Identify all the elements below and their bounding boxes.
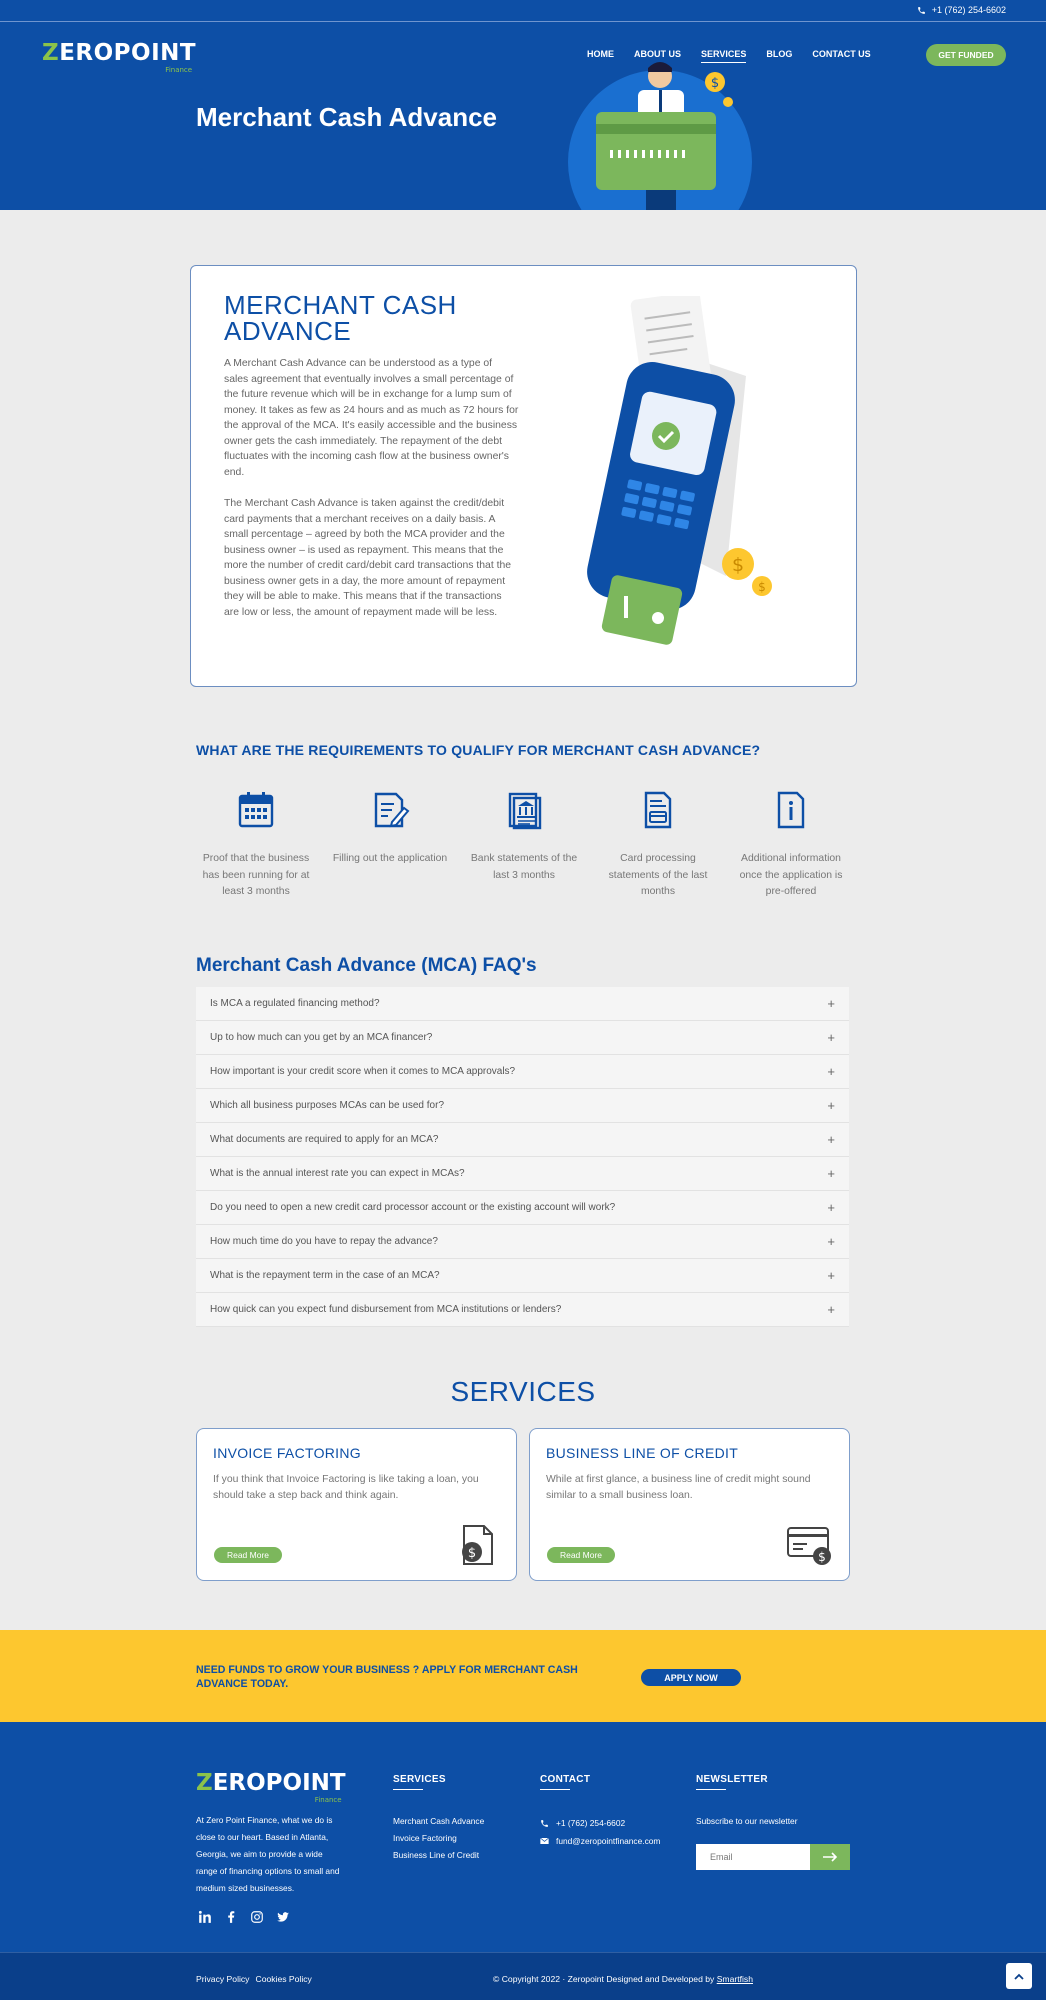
faq-item[interactable] <box>196 1259 849 1293</box>
expand-plus-icon: + <box>827 1132 835 1147</box>
service-card-invoice-factoring <box>196 1428 517 1581</box>
hero-illustration <box>560 62 760 210</box>
newsletter-text: Subscribe to our newsletter <box>696 1816 798 1826</box>
footer-bottom-bar <box>0 1952 1046 2000</box>
service-title: BUSINESS LINE OF CREDIT <box>546 1445 739 1461</box>
top-bar <box>0 0 1046 22</box>
privacy-policy-link[interactable]: Privacy Policy <box>196 1974 250 1984</box>
logo-text: EROPOINT <box>59 40 197 66</box>
nav-services[interactable]: SERVICES <box>701 49 746 63</box>
faq-accordion <box>196 987 849 1327</box>
main-nav <box>587 49 871 63</box>
heading-underline <box>696 1789 726 1790</box>
requirement-item <box>731 790 851 901</box>
footer-newsletter-heading: NEWSLETTER <box>696 1774 768 1785</box>
faq-item[interactable] <box>196 1021 849 1055</box>
expand-plus-icon: + <box>827 1166 835 1181</box>
faq-item[interactable] <box>196 1225 849 1259</box>
services-heading: SERVICES <box>450 1376 596 1407</box>
faq-item[interactable] <box>196 1293 849 1327</box>
faq-question: How much time do you have to repay the advance? <box>210 1236 438 1247</box>
cta-text: NEED FUNDS TO GROW YOUR BUSINESS ? APPLY FOR MERCHANT CASH ADVANCE TODAY. <box>196 1664 578 1690</box>
requirement-label: Card processing statements of the last months <box>608 853 708 897</box>
credit-card-dollar-icon <box>787 1522 833 1568</box>
requirement-item <box>196 790 316 901</box>
expand-plus-icon: + <box>827 1098 835 1113</box>
invoice-dollar-icon <box>454 1522 500 1568</box>
mca-heading: MERCHANT CASH ADVANCE <box>224 290 457 346</box>
expand-plus-icon: + <box>827 1200 835 1215</box>
bank-statement-icon <box>504 790 544 830</box>
hero-header <box>0 22 1046 210</box>
faq-question: How important is your credit score when it comes to MCA approvals? <box>210 1066 516 1077</box>
footer-link-merchant-cash-advance[interactable]: Merchant Cash Advance <box>393 1816 485 1826</box>
cookies-policy-link[interactable]: Cookies Policy <box>255 1974 312 1984</box>
get-funded-button[interactable]: GET FUNDED <box>926 44 1006 66</box>
svg-text:$: $ <box>818 1550 826 1564</box>
svg-text:$: $ <box>467 1546 477 1561</box>
svg-text:$: $ <box>731 554 745 576</box>
requirement-label: Filling out the application <box>332 853 448 864</box>
legal-links <box>196 1974 312 1984</box>
card-terminal-illustration <box>566 296 786 656</box>
faq-item[interactable] <box>196 1089 849 1123</box>
svg-text:$: $ <box>758 580 766 594</box>
site-logo[interactable] <box>42 40 197 74</box>
logo-text: EROPOINT <box>212 1770 346 1796</box>
footer-logo[interactable] <box>196 1770 346 1804</box>
logo-subtext: Finance <box>314 1796 342 1804</box>
nav-contact-us[interactable]: CONTACT US <box>812 49 871 59</box>
nav-about-us[interactable]: ABOUT US <box>634 49 681 59</box>
faq-question: Is MCA a regulated financing method? <box>210 998 380 1009</box>
nav-home[interactable]: HOME <box>587 49 614 59</box>
footer-email-text: fund@zeropointfinance.com <box>556 1836 661 1846</box>
footer-services-heading: SERVICES <box>393 1774 446 1785</box>
mca-paragraph-2: The Merchant Cash Advance is taken against the credit/debit card payments that a merchant receives on a daily basis. A small percentage – agreed by both the MCA provider and the business owner – is used as repayment. This means that the more the number of credit card/debit card transactions that the business owner gets in a day, the more amount of repayment they will be able to make. This means that if the transactions are low or less, the amount of repayment made will be less. <box>224 498 512 618</box>
requirement-item <box>598 790 718 901</box>
developer-link[interactable]: Smartfish <box>716 1974 753 1984</box>
read-more-button[interactable]: Read More <box>214 1547 282 1563</box>
form-edit-icon <box>370 790 410 830</box>
expand-plus-icon: + <box>827 996 835 1011</box>
chevron-up-icon <box>1014 1973 1024 1980</box>
faq-item[interactable] <box>196 1123 849 1157</box>
faq-question: Up to how much can you get by an MCA financer? <box>210 1032 433 1043</box>
expand-plus-icon: + <box>827 1234 835 1249</box>
nav-blog[interactable]: BLOG <box>766 49 793 59</box>
faq-item[interactable] <box>196 1157 849 1191</box>
expand-plus-icon: + <box>827 1302 835 1317</box>
service-card-business-line-of-credit <box>529 1428 850 1581</box>
requirements-heading: WHAT ARE THE REQUIREMENTS TO QUALIFY FOR MERCHANT CASH ADVANCE? <box>196 742 761 758</box>
mca-intro-card <box>190 265 857 687</box>
requirement-label: Proof that the business has been running for at least 3 months <box>202 853 310 897</box>
phone-icon <box>540 1819 549 1828</box>
service-description: While at first glance, a business line of credit might sound similar to a small business loan. <box>546 1474 811 1501</box>
copyright-text: © Copyright 2022 · Zeropoint Designed and Developed by <box>493 1974 715 1984</box>
social-links <box>198 1910 290 1924</box>
faq-question: Do you need to open a new credit card processor account or the existing account will work? <box>210 1202 616 1213</box>
mca-paragraph-1: A Merchant Cash Advance can be understood as a type of sales agreement that eventually involves a small percentage of the future revenue which will be in exchange for a lump sum of money. It takes as few as 24 hours and as much as 72 hours for the approval of the MCA. It's easily accessible and the business owner gets the cash immediately. The repayment of the debt fluctuates with the incoming cash flow at the business owner's end. <box>224 358 519 478</box>
cta-banner <box>0 1630 1046 1722</box>
info-document-icon <box>771 790 811 830</box>
arrow-right-icon <box>822 1852 838 1862</box>
facebook-icon[interactable] <box>224 1910 238 1924</box>
page-title: Merchant Cash Advance <box>196 102 498 132</box>
faq-question: How quick can you expect fund disbursement from MCA institutions or lenders? <box>210 1304 562 1315</box>
card-statement-icon <box>638 790 678 830</box>
linkedin-icon[interactable] <box>198 1910 212 1924</box>
faq-question: What documents are required to apply for an MCA? <box>210 1134 439 1145</box>
service-title: INVOICE FACTORING <box>213 1445 361 1461</box>
phone-icon <box>917 6 926 15</box>
newsletter-submit-button[interactable] <box>810 1844 850 1870</box>
expand-plus-icon: + <box>827 1030 835 1045</box>
footer-link-business-line-of-credit[interactable]: Business Line of Credit <box>393 1850 480 1860</box>
requirement-label: Additional information once the application is pre-offered <box>739 853 843 897</box>
faq-heading: Merchant Cash Advance (MCA) FAQ's <box>196 955 537 976</box>
back-to-top-button[interactable] <box>1006 1963 1032 1989</box>
logo-letter: Z <box>196 1770 213 1796</box>
heading-underline <box>393 1789 423 1790</box>
requirement-item <box>330 790 450 868</box>
copyright <box>493 1974 753 1984</box>
service-description: If you think that Invoice Factoring is like taking a loan, you should take a step back and think again. <box>213 1474 479 1501</box>
footer-link-invoice-factoring[interactable]: Invoice Factoring <box>393 1833 457 1843</box>
faq-item[interactable] <box>196 1191 849 1225</box>
calendar-icon <box>236 790 276 830</box>
svg-text:$: $ <box>710 76 720 91</box>
footer-phone-text: +1 (762) 254-6602 <box>556 1818 626 1828</box>
instagram-icon[interactable] <box>250 1910 264 1924</box>
logo-letter: Z <box>42 40 60 66</box>
faq-question: What is the repayment term in the case of an MCA? <box>210 1270 440 1281</box>
logo-subtext: Finance <box>165 66 193 74</box>
footer-about-text: At Zero Point Finance, what we do is close to our heart. Based in Atlanta, Georgia, we aim to provide a wide range of financing options to small and medium sized businesses. <box>196 1815 340 1893</box>
expand-plus-icon: + <box>827 1064 835 1079</box>
twitter-icon[interactable] <box>276 1910 290 1924</box>
faq-item[interactable] <box>196 1055 849 1089</box>
requirement-label: Bank statements of the last 3 months <box>470 853 578 881</box>
expand-plus-icon: + <box>827 1268 835 1283</box>
top-phone-text: +1 (762) 254-6602 <box>931 5 1006 15</box>
envelope-icon <box>540 1837 549 1845</box>
heading-underline <box>540 1789 570 1790</box>
top-phone[interactable] <box>917 5 1006 15</box>
faq-question: Which all business purposes MCAs can be used for? <box>210 1100 445 1111</box>
read-more-button[interactable]: Read More <box>547 1547 615 1563</box>
newsletter-email-input[interactable]: Email <box>696 1844 810 1870</box>
requirement-item <box>464 790 584 884</box>
apply-now-button[interactable]: APPLY NOW <box>641 1669 741 1686</box>
site-footer <box>0 1722 1046 1952</box>
faq-item[interactable] <box>196 987 849 1021</box>
footer-email[interactable] <box>540 1836 660 1846</box>
faq-question: What is the annual interest rate you can expect in MCAs? <box>210 1168 465 1179</box>
footer-contact-heading: CONTACT <box>540 1774 591 1785</box>
footer-phone[interactable] <box>540 1818 625 1828</box>
